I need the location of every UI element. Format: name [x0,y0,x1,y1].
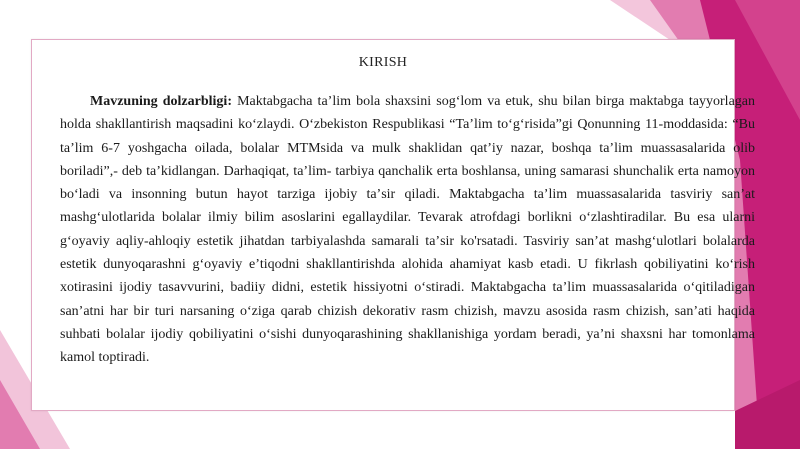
body-text: Maktabgacha taʼlim bola shaxsini sogʻlom va etuk, shu bilan birga maktabga tayyorlagan holda shakllantirish maqsadini koʻzlaydi. Oʻzbekiston Respublikasi “Taʼlim toʻgʻrisida”gi Qonunning 11-moddasida: “Bu taʼlim 6-7 yoshgacha oilada, bolalar MTMsida va mulk shaklidan qatʼiy nazar, boshqa taʼlim muassasalarida olib boriladi”,- deb taʼkidlangan. Darhaqiqat, taʼlim- tarbiya qanchalik erta boshlansa, uning samarasi shunchalik erta namoyon boʻladi va insonning butun hayot tarziga ijobiy taʼsir qiladi. Maktabgacha taʼlim muassasalarida tasviriy sanʼat mashgʻulotlarida bolalar ilmiy bilim asoslarini egallaydilar. Tevarak atrofdagi borlikni oʻzlashtiradilar. Bu esa ularni gʻoyaviy aqliy-ahloqiy estetik jihatdan tarbiyalashda samarali taʼsir ko'rsatadi. Tasviriy sanʼat mashgʻulotlari bolalarda estetik dunyoqarashni gʻoyaviy eʼtiqodni shakllantirishda alohida ahamiyat kasb etadi. U fikrlash qobiliyatini koʻrish xotirasini ijodiy tasavvurini, badiiy didni, estetik hissiyotni oʻstiradi. Maktabgacha taʼlim muassasalarida oʻqitiladigan sanʼatni har bir turi narsaning oʻziga qarab chizish dekorativ rasm chizish, mavzu asosida rasm chizish, sanʼati haqida suhbati bolalar ijodiy qobiliyatini oʻsishi dunyoqarashining shakllanishiga yordam beradi, yaʼni shaxsni har tomonlama kamol toptiradi. [60,94,755,366]
lead-bold-text: Mavzuning dolzarbligi: [90,94,232,109]
content-card [31,39,755,411]
body-paragraph [60,90,755,370]
slide-title: KIRISH [358,55,408,70]
